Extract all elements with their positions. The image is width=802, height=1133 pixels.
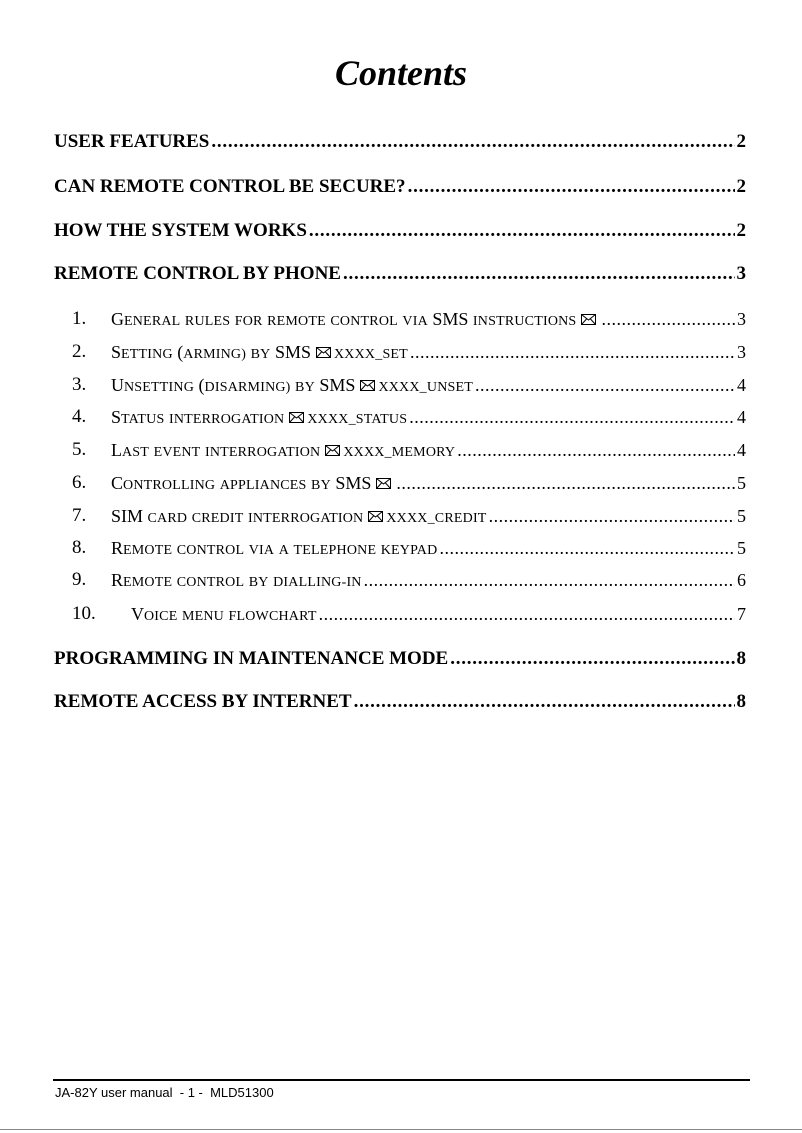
toc-entry-page: 3 (736, 263, 746, 284)
leader-dots (343, 262, 735, 286)
toc-subentry-page: 4 (737, 375, 746, 395)
toc-subentry-title: REMOTE CONTROL VIA A TELEPHONE KEYPAD (111, 538, 438, 558)
toc-subentry-number: 6. (72, 472, 87, 493)
leader-dots (457, 438, 735, 462)
leader-dots (409, 405, 735, 429)
toc-entry-page: 2 (736, 176, 746, 197)
page-title: Contents (334, 53, 468, 93)
leader-dots (439, 536, 735, 560)
leader-dots (319, 602, 735, 626)
toc-subentry-number: 4. (72, 406, 87, 427)
leader-dots (396, 471, 735, 495)
toc-entry-title: CAN REMOTE CONTROL BE SECURE? (54, 176, 406, 197)
envelope-icon (316, 340, 331, 364)
toc-entry[interactable] (0, 175, 802, 199)
toc-subentry-number: 9. (72, 569, 87, 590)
envelope-icon (376, 471, 391, 495)
envelope-icon (325, 438, 340, 462)
toc-subentry-page: 5 (737, 506, 746, 526)
toc-subentry-page: 7 (737, 604, 746, 624)
toc-entry[interactable] (0, 130, 802, 154)
toc-subentry-number: 8. (72, 537, 87, 558)
leader-dots (450, 647, 734, 671)
toc-subentry-title: SIM CARD CREDIT INTERROGATION (111, 506, 364, 526)
toc-entry[interactable] (0, 219, 802, 243)
toc-entry-page: 8 (736, 691, 746, 712)
toc-entry[interactable] (0, 690, 802, 714)
toc-entry[interactable] (0, 262, 802, 286)
sms-code: XXXX_STATUS (307, 412, 408, 427)
page-footer: JA-82Y user manual - 1 - MLD51300 (55, 1085, 274, 1100)
envelope-icon (368, 504, 383, 528)
footer-divider (53, 1079, 750, 1081)
toc-subentry-page: 5 (737, 473, 746, 493)
leader-dots (309, 219, 735, 243)
toc-entry-title: USER FEATURES (54, 131, 210, 152)
leader-dots (489, 504, 735, 528)
sms-code: XXXX_UNSET (378, 380, 473, 395)
toc-subentry-title: CONTROLLING APPLIANCES BY SMS (111, 473, 372, 493)
toc-subentry[interactable] (0, 568, 802, 592)
toc-subentry[interactable] (0, 602, 802, 626)
toc-subentry-page: 4 (737, 440, 746, 460)
toc-subentry[interactable] (0, 536, 802, 560)
sms-code: XXXX_MEMORY (343, 445, 456, 460)
sms-code: XXXX_SET (334, 347, 408, 362)
toc-subentry[interactable] (0, 373, 802, 397)
toc-subentry-number: 3. (72, 374, 87, 395)
toc-subentry[interactable] (0, 340, 802, 364)
leader-dots (475, 373, 735, 397)
toc-subentry-title: REMOTE CONTROL BY DIALLING-IN (111, 570, 362, 590)
toc-entry-title: HOW THE SYSTEM WORKS (54, 220, 307, 241)
toc-entry-page: 2 (736, 220, 746, 241)
page-edge (0, 1129, 802, 1130)
toc-subentry-number: 1. (72, 308, 87, 329)
toc-subentry-number: 5. (72, 439, 87, 460)
toc-subentry[interactable] (0, 504, 802, 528)
toc-subentry-title: GENERAL RULES FOR REMOTE CONTROL VIA SMS INSTRUCTIONS (111, 309, 577, 329)
toc-subentry-number: 7. (72, 505, 87, 526)
envelope-icon (289, 405, 304, 429)
toc-subentry-title: UNSETTING (DISARMING) BY SMS (111, 375, 356, 395)
toc-subentry-page: 4 (737, 407, 746, 427)
toc-subentry[interactable] (0, 471, 802, 495)
toc-subentry-page: 6 (737, 570, 746, 590)
leader-dots (408, 175, 735, 199)
leader-dots (211, 130, 734, 154)
toc-subentry-title: STATUS INTERROGATION (111, 407, 285, 427)
toc-subentry-number: 10. (72, 603, 96, 624)
toc-entry[interactable] (0, 647, 802, 671)
leader-dots (410, 340, 735, 364)
toc-entry-page: 8 (736, 648, 746, 669)
envelope-icon (360, 373, 375, 397)
leader-dots (601, 307, 735, 331)
toc-subentry[interactable] (0, 307, 802, 331)
toc-subentry[interactable] (0, 438, 802, 462)
toc-subentry-number: 2. (72, 341, 87, 362)
toc-subentry[interactable] (0, 405, 802, 429)
envelope-icon (581, 307, 596, 331)
leader-dots (364, 568, 735, 592)
toc-entry-title: REMOTE CONTROL BY PHONE (54, 263, 341, 284)
toc-entry-title: REMOTE ACCESS BY INTERNET (54, 691, 352, 712)
toc-subentry-title: SETTING (ARMING) BY SMS (111, 342, 311, 362)
toc-subentry-title: LAST EVENT INTERROGATION (111, 440, 321, 460)
toc-entry-title: PROGRAMMING IN MAINTENANCE MODE (54, 648, 449, 669)
toc-entry-page: 2 (736, 131, 746, 152)
toc-subentry-page: 5 (737, 538, 746, 558)
sms-code: XXXX_CREDIT (386, 511, 487, 526)
toc-subentry-page: 3 (737, 309, 746, 329)
leader-dots (354, 690, 735, 714)
toc-subentry-page: 3 (737, 342, 746, 362)
toc-subentry-title: VOICE MENU FLOWCHART (131, 604, 317, 624)
